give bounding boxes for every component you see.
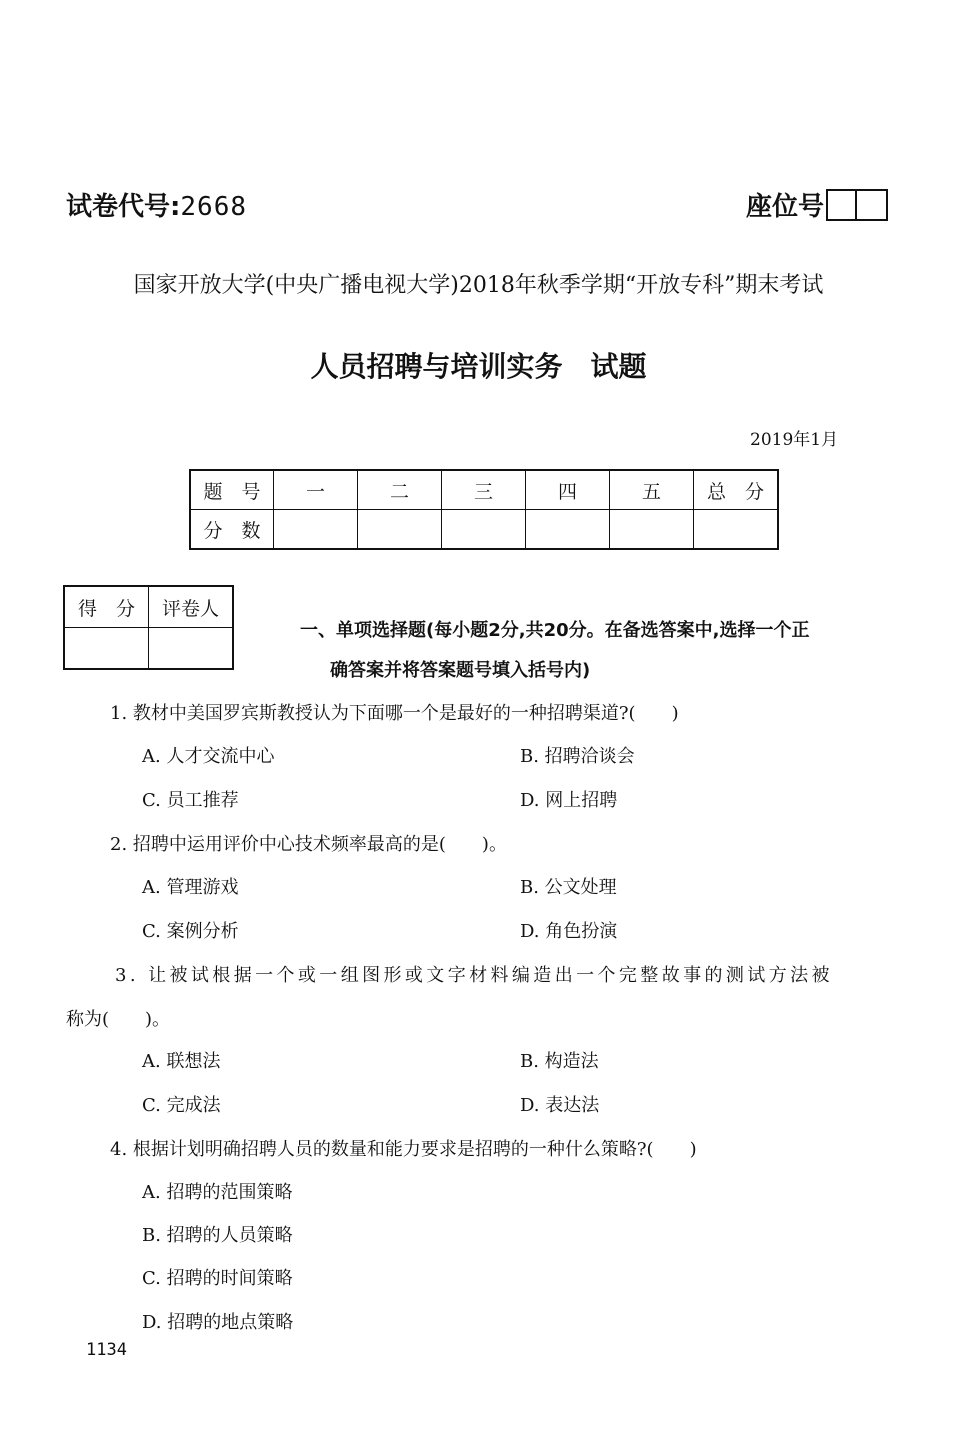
seat-number: [746, 186, 888, 223]
score-cell: [274, 510, 358, 550]
question-2-option-b: B. 公文处理: [520, 877, 617, 898]
seat-number-label: 座位号: [746, 192, 825, 222]
exam-name: 国家开放大学(中央广播电视大学)2018年秋季学期“开放专科”期末考试: [133, 273, 824, 298]
paper-code-label: 试卷代号:: [66, 192, 181, 222]
question-2-option-c: C. 案例分析: [142, 921, 239, 942]
page-number: 1134: [86, 1340, 127, 1360]
seat-number-boxes: [826, 189, 888, 221]
score-cell: [442, 510, 526, 550]
grader-name-cell: [149, 628, 234, 670]
question-1-option-a: A. 人才交流中心: [142, 746, 275, 767]
grader-table: [63, 585, 234, 670]
paper-code-value: 2668: [180, 192, 248, 222]
score-table-column-header: 四: [526, 470, 610, 510]
score-table-column-header: 三: [442, 470, 526, 510]
score-table: [189, 469, 779, 550]
seat-number-box: [828, 191, 857, 219]
score-table-row-label: 分 数: [190, 510, 274, 550]
exam-title: 人员招聘与培训实务 试题: [310, 350, 647, 383]
question-1-option-b: B. 招聘洽谈会: [520, 746, 635, 767]
exam-date: 2019年1月: [750, 430, 839, 450]
question-3-option-b: B. 构造法: [520, 1051, 599, 1072]
score-cell: [526, 510, 610, 550]
question-2-option-d: D. 角色扮演: [520, 921, 618, 942]
question-4-option-b: B. 招聘的人员策略: [142, 1225, 293, 1246]
seat-number-box: [857, 191, 886, 219]
grader-table-grader-label: 评卷人: [149, 586, 234, 628]
question-4-option-a: A. 招聘的范围策略: [142, 1182, 293, 1203]
score-table-header-row: [190, 470, 778, 510]
score-table-score-row: [190, 510, 778, 550]
score-cell: [358, 510, 442, 550]
score-cell: [610, 510, 694, 550]
question-3-continued: 称为( )。: [66, 1009, 171, 1030]
question-3-option-c: C. 完成法: [142, 1095, 221, 1116]
section-title: 一、单项选择题(每小题2分,共20分。在备选答案中,选择一个正: [300, 620, 810, 641]
score-table-column-header: 一: [274, 470, 358, 510]
grader-table-score-label: 得 分: [64, 586, 149, 628]
paper-code: [66, 186, 247, 223]
section-title-continued: 确答案并将答案题号填入括号内): [330, 660, 591, 681]
score-cell: [694, 510, 779, 550]
question-2: 2. 招聘中运用评价中心技术频率最高的是( )。: [110, 834, 507, 855]
score-table-column-header: 五: [610, 470, 694, 510]
question-1-option-d: D. 网上招聘: [520, 790, 618, 811]
question-4-option-d: D. 招聘的地点策略: [142, 1312, 294, 1333]
question-4: 4. 根据计划明确招聘人员的数量和能力要求是招聘的一种什么策略?( ): [110, 1139, 697, 1160]
question-3-option-a: A. 联想法: [142, 1051, 221, 1072]
question-4-option-c: C. 招聘的时间策略: [142, 1268, 293, 1289]
question-3: 3. 让被试根据一个或一组图形或文字材料编造出一个完整故事的测试方法被: [115, 965, 833, 986]
question-1: 1. 教材中美国罗宾斯教授认为下面哪一个是最好的一种招聘渠道?( ): [110, 703, 679, 724]
question-1-option-c: C. 员工推荐: [142, 790, 239, 811]
question-3-option-d: D. 表达法: [520, 1095, 600, 1116]
grader-score-cell: [64, 628, 149, 670]
score-table-column-header: 二: [358, 470, 442, 510]
score-table-row-label: 题 号: [190, 470, 274, 510]
score-table-column-header: 总 分: [694, 470, 779, 510]
question-2-option-a: A. 管理游戏: [142, 877, 239, 898]
